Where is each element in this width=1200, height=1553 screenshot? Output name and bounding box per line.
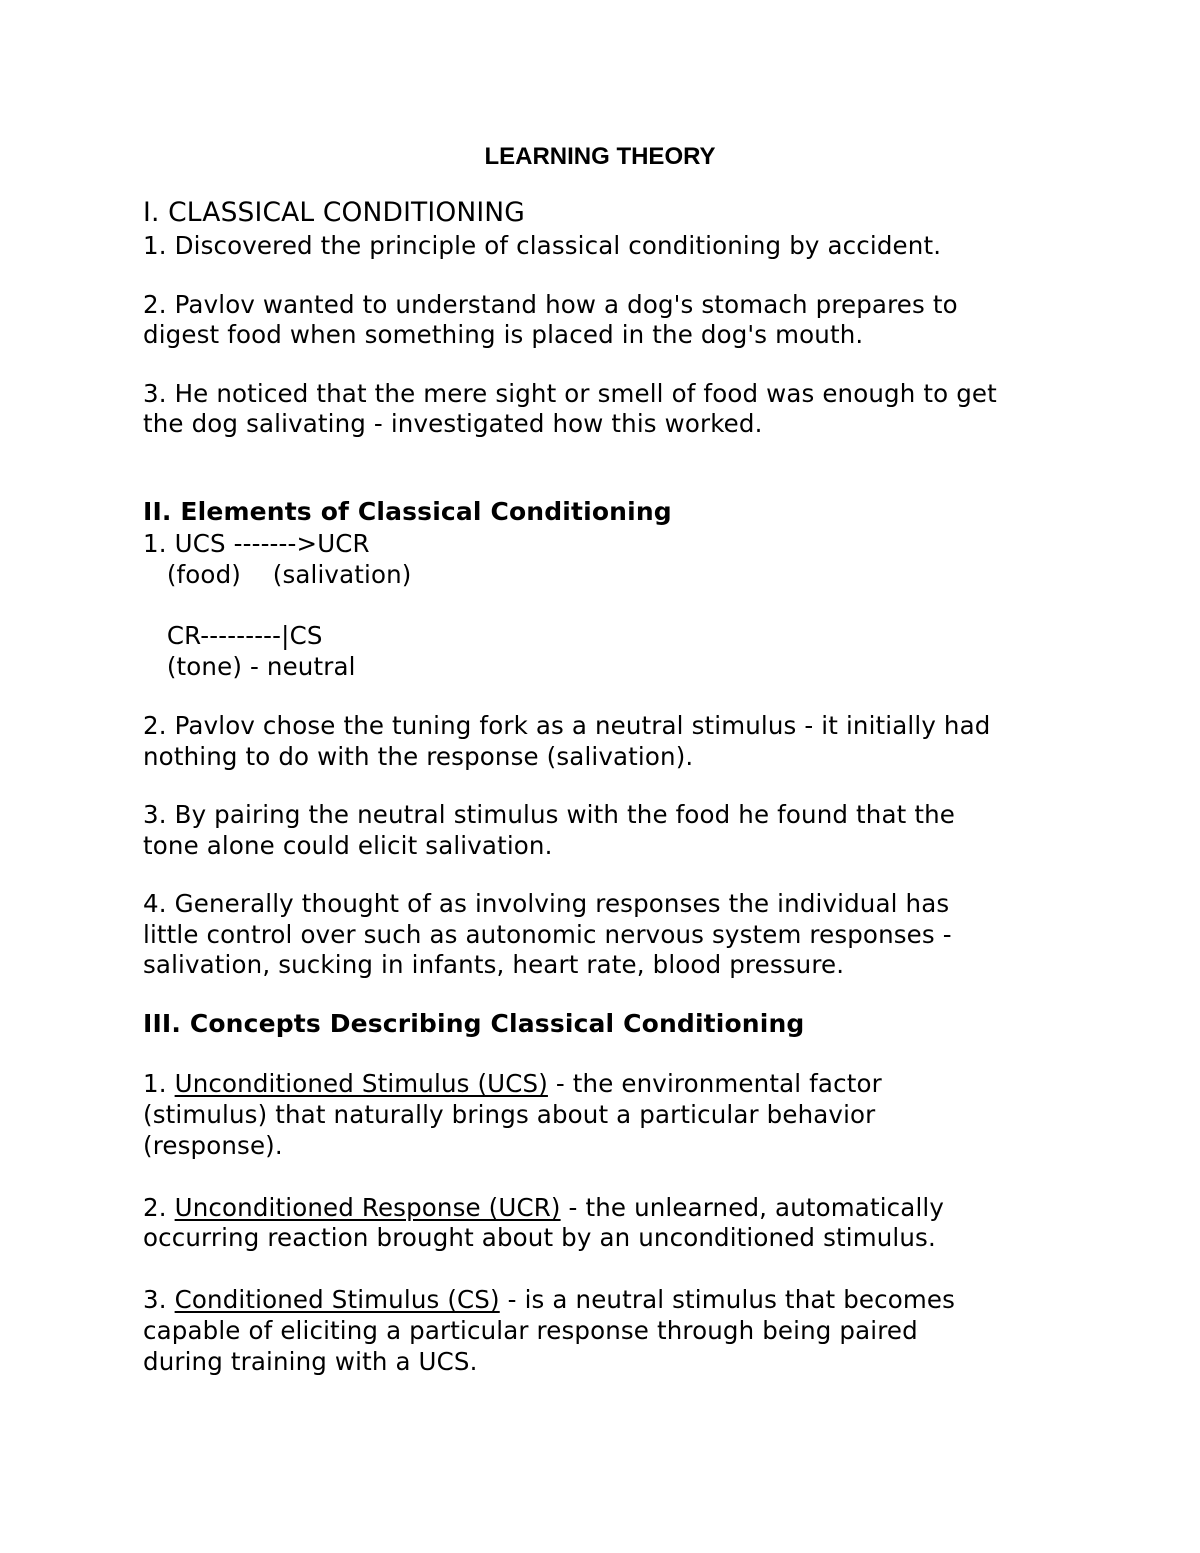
- paragraph-line: (response).: [143, 1131, 283, 1160]
- list-number: 2.: [143, 1193, 175, 1222]
- paragraph-line: 2. Pavlov wanted to understand how a dog's stomach prepares to: [143, 290, 958, 319]
- definition-text: - the unlearned, automatically: [560, 1193, 945, 1222]
- paragraph-line: capable of eliciting a particular response through being paired: [143, 1316, 918, 1345]
- diagram-line: (tone) - neutral: [143, 652, 356, 681]
- section-heading-classical-conditioning: I. CLASSICAL CONDITIONING: [143, 197, 525, 228]
- concept-ucr-line: [143, 1192, 944, 1223]
- paragraph-line: occurring reaction brought about by an unconditioned stimulus.: [143, 1223, 936, 1252]
- section-heading-concepts: III. Concepts Describing Classical Conditioning: [143, 1009, 805, 1038]
- paragraph-line: digest food when something is placed in the dog's mouth.: [143, 320, 864, 349]
- paragraph-line: tone alone could elicit salivation.: [143, 831, 553, 860]
- paragraph-line: nothing to do with the response (salivation).: [143, 742, 694, 771]
- paragraph-line: little control over such as autonomic nervous system responses -: [143, 920, 952, 949]
- concept-cs-line: [143, 1284, 955, 1315]
- paragraph-line: the dog salivating - investigated how this worked.: [143, 409, 763, 438]
- list-number: 3.: [143, 1285, 175, 1314]
- term-ucr: Unconditioned Response (UCR): [174, 1193, 561, 1222]
- definition-text: - the environmental factor: [547, 1069, 882, 1098]
- paragraph-line: 1. Discovered the principle of classical conditioning by accident.: [143, 231, 942, 260]
- paragraph-line: 2. Pavlov chose the tuning fork as a neutral stimulus - it initially had: [143, 711, 991, 740]
- list-number: 1.: [143, 1069, 175, 1098]
- term-ucs: Unconditioned Stimulus (UCS): [174, 1069, 548, 1098]
- section-heading-elements: II. Elements of Classical Conditioning: [143, 497, 672, 526]
- diagram-line: 1. UCS ------->UCR: [143, 529, 370, 558]
- document-title: LEARNING THEORY: [484, 143, 716, 170]
- paragraph-line: 3. By pairing the neutral stimulus with the food he found that the: [143, 800, 955, 829]
- paragraph-line: during training with a UCS.: [143, 1347, 478, 1376]
- definition-text: - is a neutral stimulus that becomes: [499, 1285, 956, 1314]
- paragraph-line: 3. He noticed that the mere sight or smell of food was enough to get: [143, 379, 997, 408]
- diagram-line: CR---------|CS: [143, 621, 323, 650]
- paragraph-line: (stimulus) that naturally brings about a particular behavior: [143, 1100, 876, 1129]
- concept-ucs-line: [143, 1068, 882, 1099]
- paragraph-line: 4. Generally thought of as involving responses the individual has: [143, 889, 950, 918]
- diagram-line: (food) (salivation): [143, 560, 412, 589]
- paragraph-line: salivation, sucking in infants, heart rate, blood pressure.: [143, 950, 845, 979]
- term-cs: Conditioned Stimulus (CS): [174, 1285, 500, 1314]
